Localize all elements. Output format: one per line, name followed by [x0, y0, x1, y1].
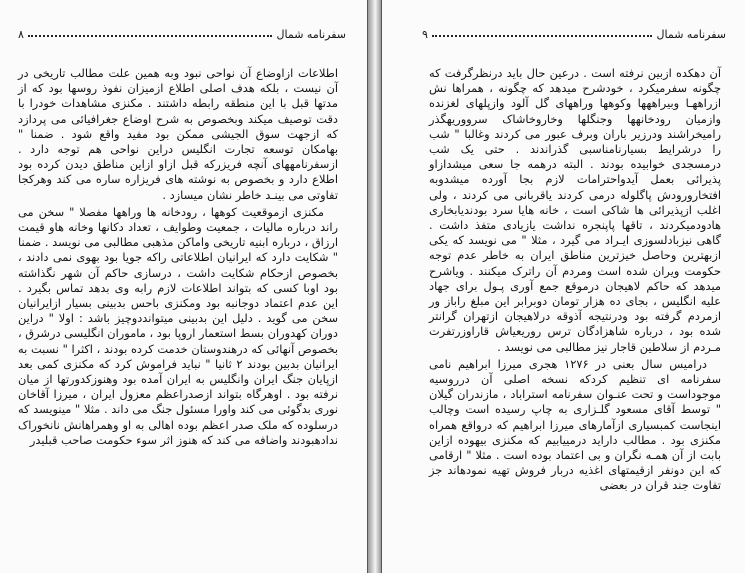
right-dot-leader	[432, 35, 652, 37]
left-running-title: سفرنامه شمال	[276, 27, 346, 41]
left-body-text	[18, 66, 338, 448]
left-paragraph-1: اطلاعات ازاوضاع آن نواحی نبود وبه همین علت مطالب تاریخی در آن نیست ، بلکه هدف اصلی اطلاع ازمیزان نفوذ روسها بود که از مدتها قبل با این منطقه رابطه داشتند . مکنزی مشاهدات خودرا با دقت توصیف میکند وبخصوص به شرح اوضاع جغرافیائی می پردازد که ازجهت سوق الجیشی ممکن بود مفید واقع شود . ضمنا " بهامکان توسعه تجارت انگلیس دراین نواحی هم توجه دارد . ازسفرنامههای آنچه فریزرکه قبل ازاو ازاین مناطق دیدن کرده بود اطلاع دارد و بخصوص به نوشته های فریزاره ساره می کند وهرکجا تفاوتی می بینـد خاطر نشان میسازد .	[18, 66, 338, 202]
left-page-number: ۸	[18, 27, 24, 41]
right-page-number: ۹	[422, 27, 428, 41]
right-paragraph-1: آن دهکده ازبین نرفته است . درعین حال باید درنظرگرفت که چگونه سفرمیکرد ، خودشرح میدهد که چگونه ، همراها نش ازراههـا وبیراههها وکوهها وراههای گل آلود وازپلهای لغزنده وازمیان رودخانهها وجنگلها وخاروخاشاک سرووریهگذر رامیخراشند ودرزیر باران وبرف عبور می کردند وغالبا " شب را درشرایط بسیارنامناسبی گذراندند . حتی یک شب درمسجدی خوابیده بودند . البته درهمه جا سعی میشدازاو پذیرائی بعمل آیدواحترامات لازم بجا آورده میشدوبه افتخارورودش پاگلوله درمی کردند یاقربانی می کردند ، ولی اغلب ازپذیرائی ها شاکی است ، خانه هایا سرد بودندیابخاری هادودمیکردند ، تاقها پاپنجره نداشت یازیادی متفذ داشت . گاهی نیزبادلسوزی ایـراد می گیرد ، مثلا " می نویسد که یکی ازبهترین وحاصل خیزترین مناطق ایران به خاطر عدم توجه حکومت ویران شده است ومردم آن راترک میکنند . ویاشرح میدهد که حاکم لاهیجان درموقع جمع آوری پـول برای جهاد علیه انگلیس ، بجای ده هزار تومان دوبرابر این مبلغ راباز ور ازمردم گرفته بود ودرنتیجه آذوقه درلاهیجان ازتهران گرانتر شده بود ، درباره شاهزادگان ترس روریعیاش قاراوزرتفرت مـردم از سلاطین قاجار نیز مطالبی می نویسد .	[429, 66, 721, 354]
left-page	[0, 0, 368, 573]
right-page	[381, 0, 745, 573]
right-running-title: سفرنامه شمال	[656, 27, 726, 41]
left-running-head	[18, 26, 346, 42]
right-body-text	[429, 66, 721, 494]
left-dot-leader	[28, 35, 272, 37]
left-paragraph-2: مکنزی ازموقعیت کوهها ، رودخانه ها وراهها مفصلا " سخن می راند درباره مالیات ، جمعیت وطوایف ، تعداد دکانها وخانه هاو قیمت ارزاق ، درباره ابنیه تاریخی واماکن مذهبی مطالبی می نویسد . ضمنا " شکایت دارد که ایرانیان اطلاعاتی راکه جویا بود بهوی نمی دادند ، بخصوص ازحکام شکایت داشت ، درسازی حاکم آن شهر نگذاشته بود اوبا کسی که بتواند اطلاعات لازم رابه وی بدهد تماس بگیرد . این عدم اعتماد دوجانبه بود ومکنزی باحس بدبینی بسیار ازایرانیان سخن می گوید . دلیل این بدبینی میتوانددوچیز باشد : اولا " دراین دوران کهدوران بسط استعمار اروپا بود ، ماموران انگلیسی درشرق ، بخصوص آنهائی که درهندوستان خدمت کرده بودند ، اکثرا " نسبت به ایرانیان بدبین بودند ۲ ثانیا " نباید فراموش کرد که مکنزی کمی بعد ازپایان جنگ ایران وانگلیس به ایران آمده بود وهنوزکدورتها از میان نرفته بود . اوهرگاه بتواند ازصدراعظم معزول ایران ، میرزا آقاخان نوری بدگوئی می کند واورا مسئول جنگ می داند . مثلا " مینویسد که درسلوده که ملک صدر اعظم بوده اهالی به او وهمراهانش نانخوراک ندادهبودند واضافه می کند که هنوز اثر سوء حکومت صاحب قبلیدر	[18, 204, 339, 447]
right-running-head	[422, 26, 726, 42]
right-paragraph-2: درامیس سال بعنی در ۱۲۷۶ هجری میرزا ابراهیم نامی سفرنامه ای تنظیم کردکه نسخه اصلی آن درروسیه موجوداست و تحت عنـوان سفرنامه استراباد ، مازندران گیلان " توسط آقای مسعود گلـزاری به چاپ رسیده است وچالب اینجاست کمبسیاری ازآمارهای میرزا ابراهیم که درواقع همراه مکنزی بود . مطالب داراید درمییابیم که مکنزی بیهوده ازاین بابت از آن همـه نگران و بی اعتماد بوده است . مثلا " ارقامی که این دونفر ازقیمتهای اغذیه دربار فروش تهیه نمودهاند جز تفاوت جند قران در بعضی	[429, 356, 721, 493]
book-gutter	[368, 0, 381, 573]
